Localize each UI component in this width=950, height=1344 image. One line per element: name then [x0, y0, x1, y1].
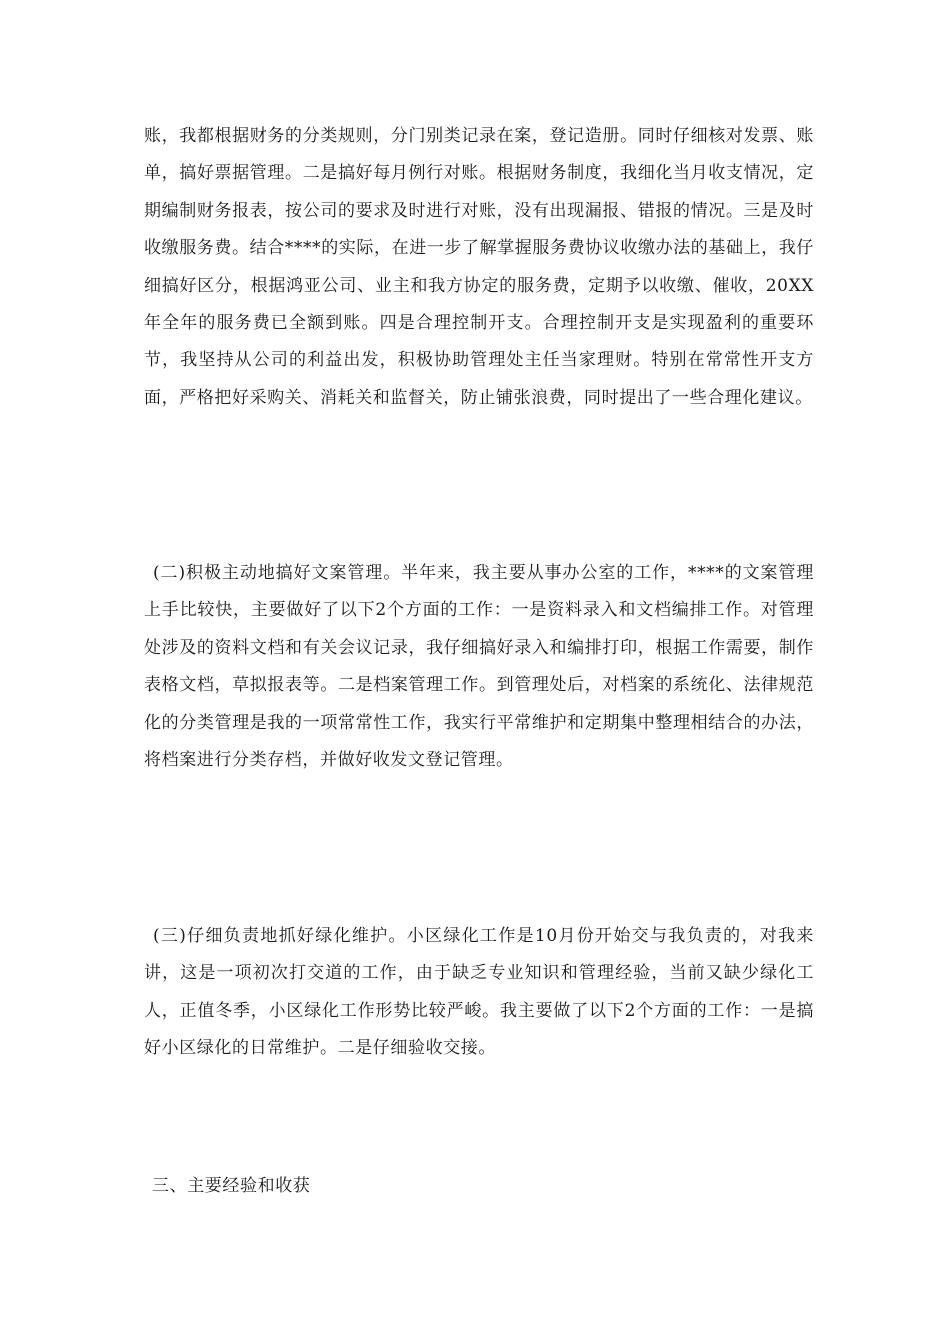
- paragraph-greening-maintenance: (三)仔细负责地抓好绿化维护。小区绿化工作是10月份开始交与我负责的，对我来讲，这是一项初次打交道的工作，由于缺乏专业知识和管理经验，当前又缺少绿化工人，正值冬季，小区绿化工作形势比较严峻。我主要做了以下2个方面的工作：一是搞好小区绿化的日常维护。二是仔细验收交接。: [144, 926, 814, 1059]
- paragraph-finance: 账，我都根据财务的分类规则，分门别类记录在案，登记造册。同时仔细核对发票、账单，搞好票据管理。二是搞好每月例行对账。根据财务制度，我细化当月收支情况，定期编制财务报表，按公司的要求及时进行对账，没有出现漏报、错报的情况。三是及时收缴服务费。结合****的实际，在进一步了解掌握服务费协议收缴办法的基础上，我仔细搞好区分，根据鸿亚公司、业主和我方协定的服务费，定期予以收缴、催收，20XX年全年的服务费已全额到账。四是合理控制开支。合理控制开支是实现盈利的重要环节，我坚持从公司的利益出发，积极协助管理处主任当家理财。特别在常常性开支方面，严格把好采购关、消耗关和监督关，防止铺张浪费，同时提出了一些合理化建议。: [144, 126, 814, 408]
- paragraph-document-management: (二)积极主动地搞好文案管理。半年来，我主要从事办公室的工作，****的文案管理上手比较快，主要做好了以下2个方面的工作：一是资料录入和文档编排工作。对管理处涉及的资料文档和有关会议记录，我仔细搞好录入和编排打印，根据工作需要，制作表格文档，草拟报表等。二是档案管理工作。到管理处后，对档案的系统化、法律规范化的分类管理是我的一项常常性工作，我实行平常维护和定期集中整理相结合的办法，将档案进行分类存档，并做好收发文登记管理。: [144, 563, 814, 771]
- section-heading: 三、主要经验和收获: [152, 1176, 311, 1196]
